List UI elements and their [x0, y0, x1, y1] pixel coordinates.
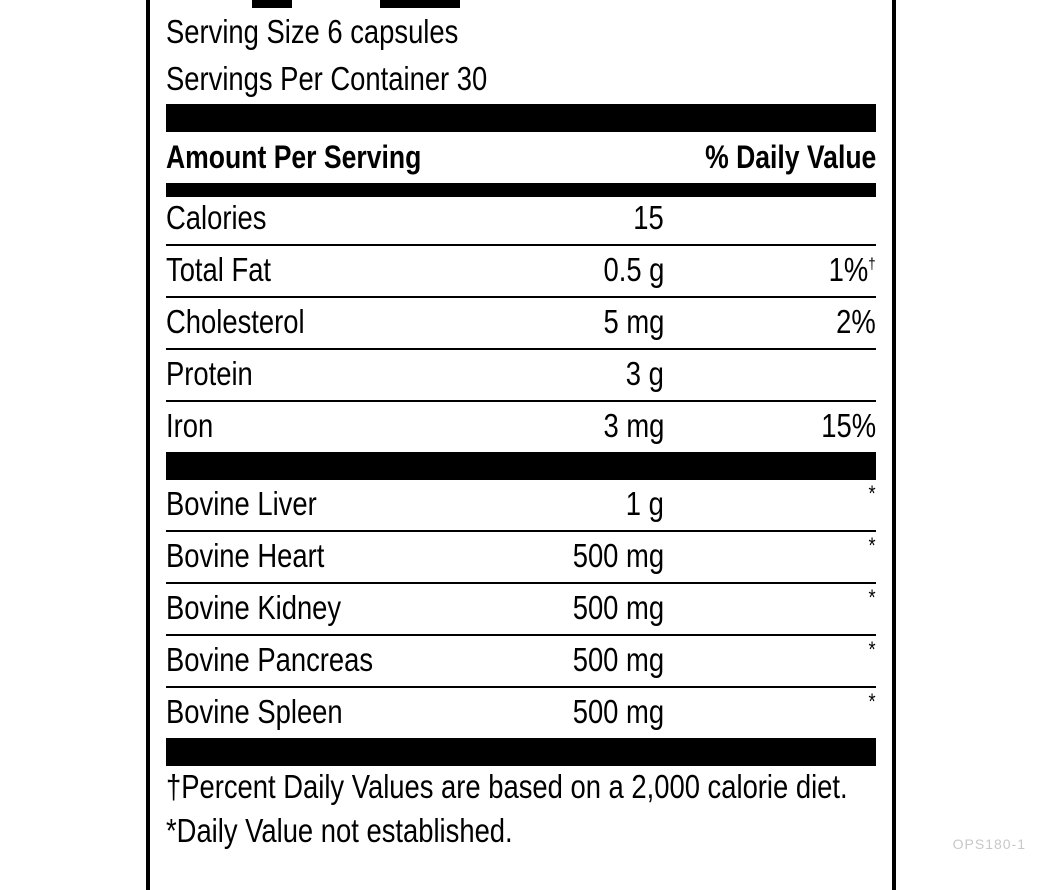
- thick-divider-bottom: [166, 738, 876, 766]
- serving-size: Serving Size 6 capsules: [166, 13, 459, 50]
- ingredient-dv: *: [868, 533, 876, 558]
- nutrient-name: Iron: [166, 407, 214, 444]
- nutrient-amount: 3 mg: [603, 407, 664, 444]
- nutrient-dv: 2%: [836, 303, 876, 340]
- column-header: [166, 133, 876, 183]
- amount-per-serving-heading: Amount Per Serving: [166, 139, 422, 175]
- ingredient-name: Bovine Liver: [166, 485, 317, 522]
- dagger-mark: †: [868, 256, 876, 273]
- ingredient-amount: 500 mg: [572, 537, 664, 574]
- ingredient-name: Bovine Heart: [166, 537, 325, 574]
- ingredient-dv: *: [868, 585, 876, 610]
- nutrient-row-total-fat: [166, 245, 876, 298]
- nutrient-amount: 0.5 g: [603, 251, 664, 288]
- nutrient-dv: 15%: [821, 407, 876, 444]
- nutrient-name: Cholesterol: [166, 303, 305, 340]
- nutrient-row-iron: [166, 401, 876, 452]
- nutrient-amount: 3 g: [625, 355, 664, 392]
- title-fragment-left: [252, 0, 292, 8]
- ingredient-amount: 500 mg: [572, 641, 664, 678]
- ingredient-amount: 500 mg: [572, 589, 664, 626]
- ingredient-amount: 1 g: [625, 485, 664, 522]
- ingredient-row-spleen: [166, 687, 876, 738]
- ingredient-row-heart: [166, 531, 876, 584]
- nutrient-row-calories: [166, 193, 876, 246]
- ingredient-dv: *: [868, 481, 876, 506]
- ingredient-row-kidney: [166, 583, 876, 636]
- footnote-daily-value-not-established: *Daily Value not established.: [166, 812, 513, 849]
- ingredient-row-liver: [166, 479, 876, 532]
- thick-divider-middle: [166, 452, 876, 480]
- supplement-facts-panel: [146, 0, 896, 890]
- title-fragment-right: [380, 0, 460, 8]
- footnote-percent-daily-values: †Percent Daily Values are based on a 2,000 calorie diet.: [166, 768, 848, 805]
- ingredient-dv: *: [868, 637, 876, 662]
- thick-divider-top: [166, 104, 876, 132]
- nutrient-name: Calories: [166, 199, 267, 236]
- nutrient-amount: 5 mg: [603, 303, 664, 340]
- ingredient-name: Bovine Spleen: [166, 693, 343, 730]
- ingredient-name: Bovine Kidney: [166, 589, 342, 626]
- product-code: OPS180-1: [952, 836, 1026, 852]
- nutrient-name: Protein: [166, 355, 253, 392]
- ingredient-dv: *: [868, 689, 876, 714]
- nutrient-row-cholesterol: [166, 297, 876, 350]
- ingredient-name: Bovine Pancreas: [166, 641, 374, 678]
- dv-value: 1%: [829, 251, 869, 288]
- ingredient-row-pancreas: [166, 635, 876, 688]
- servings-per-container: Servings Per Container 30: [166, 60, 488, 97]
- nutrient-name: Total Fat: [166, 251, 272, 288]
- top-rule-fragment: [150, 0, 892, 8]
- nutrient-amount: 15: [633, 199, 664, 236]
- nutrient-row-protein: [166, 349, 876, 402]
- nutrient-dv: [829, 251, 876, 289]
- daily-value-heading: % Daily Value: [704, 139, 876, 175]
- ingredient-amount: 500 mg: [572, 693, 664, 730]
